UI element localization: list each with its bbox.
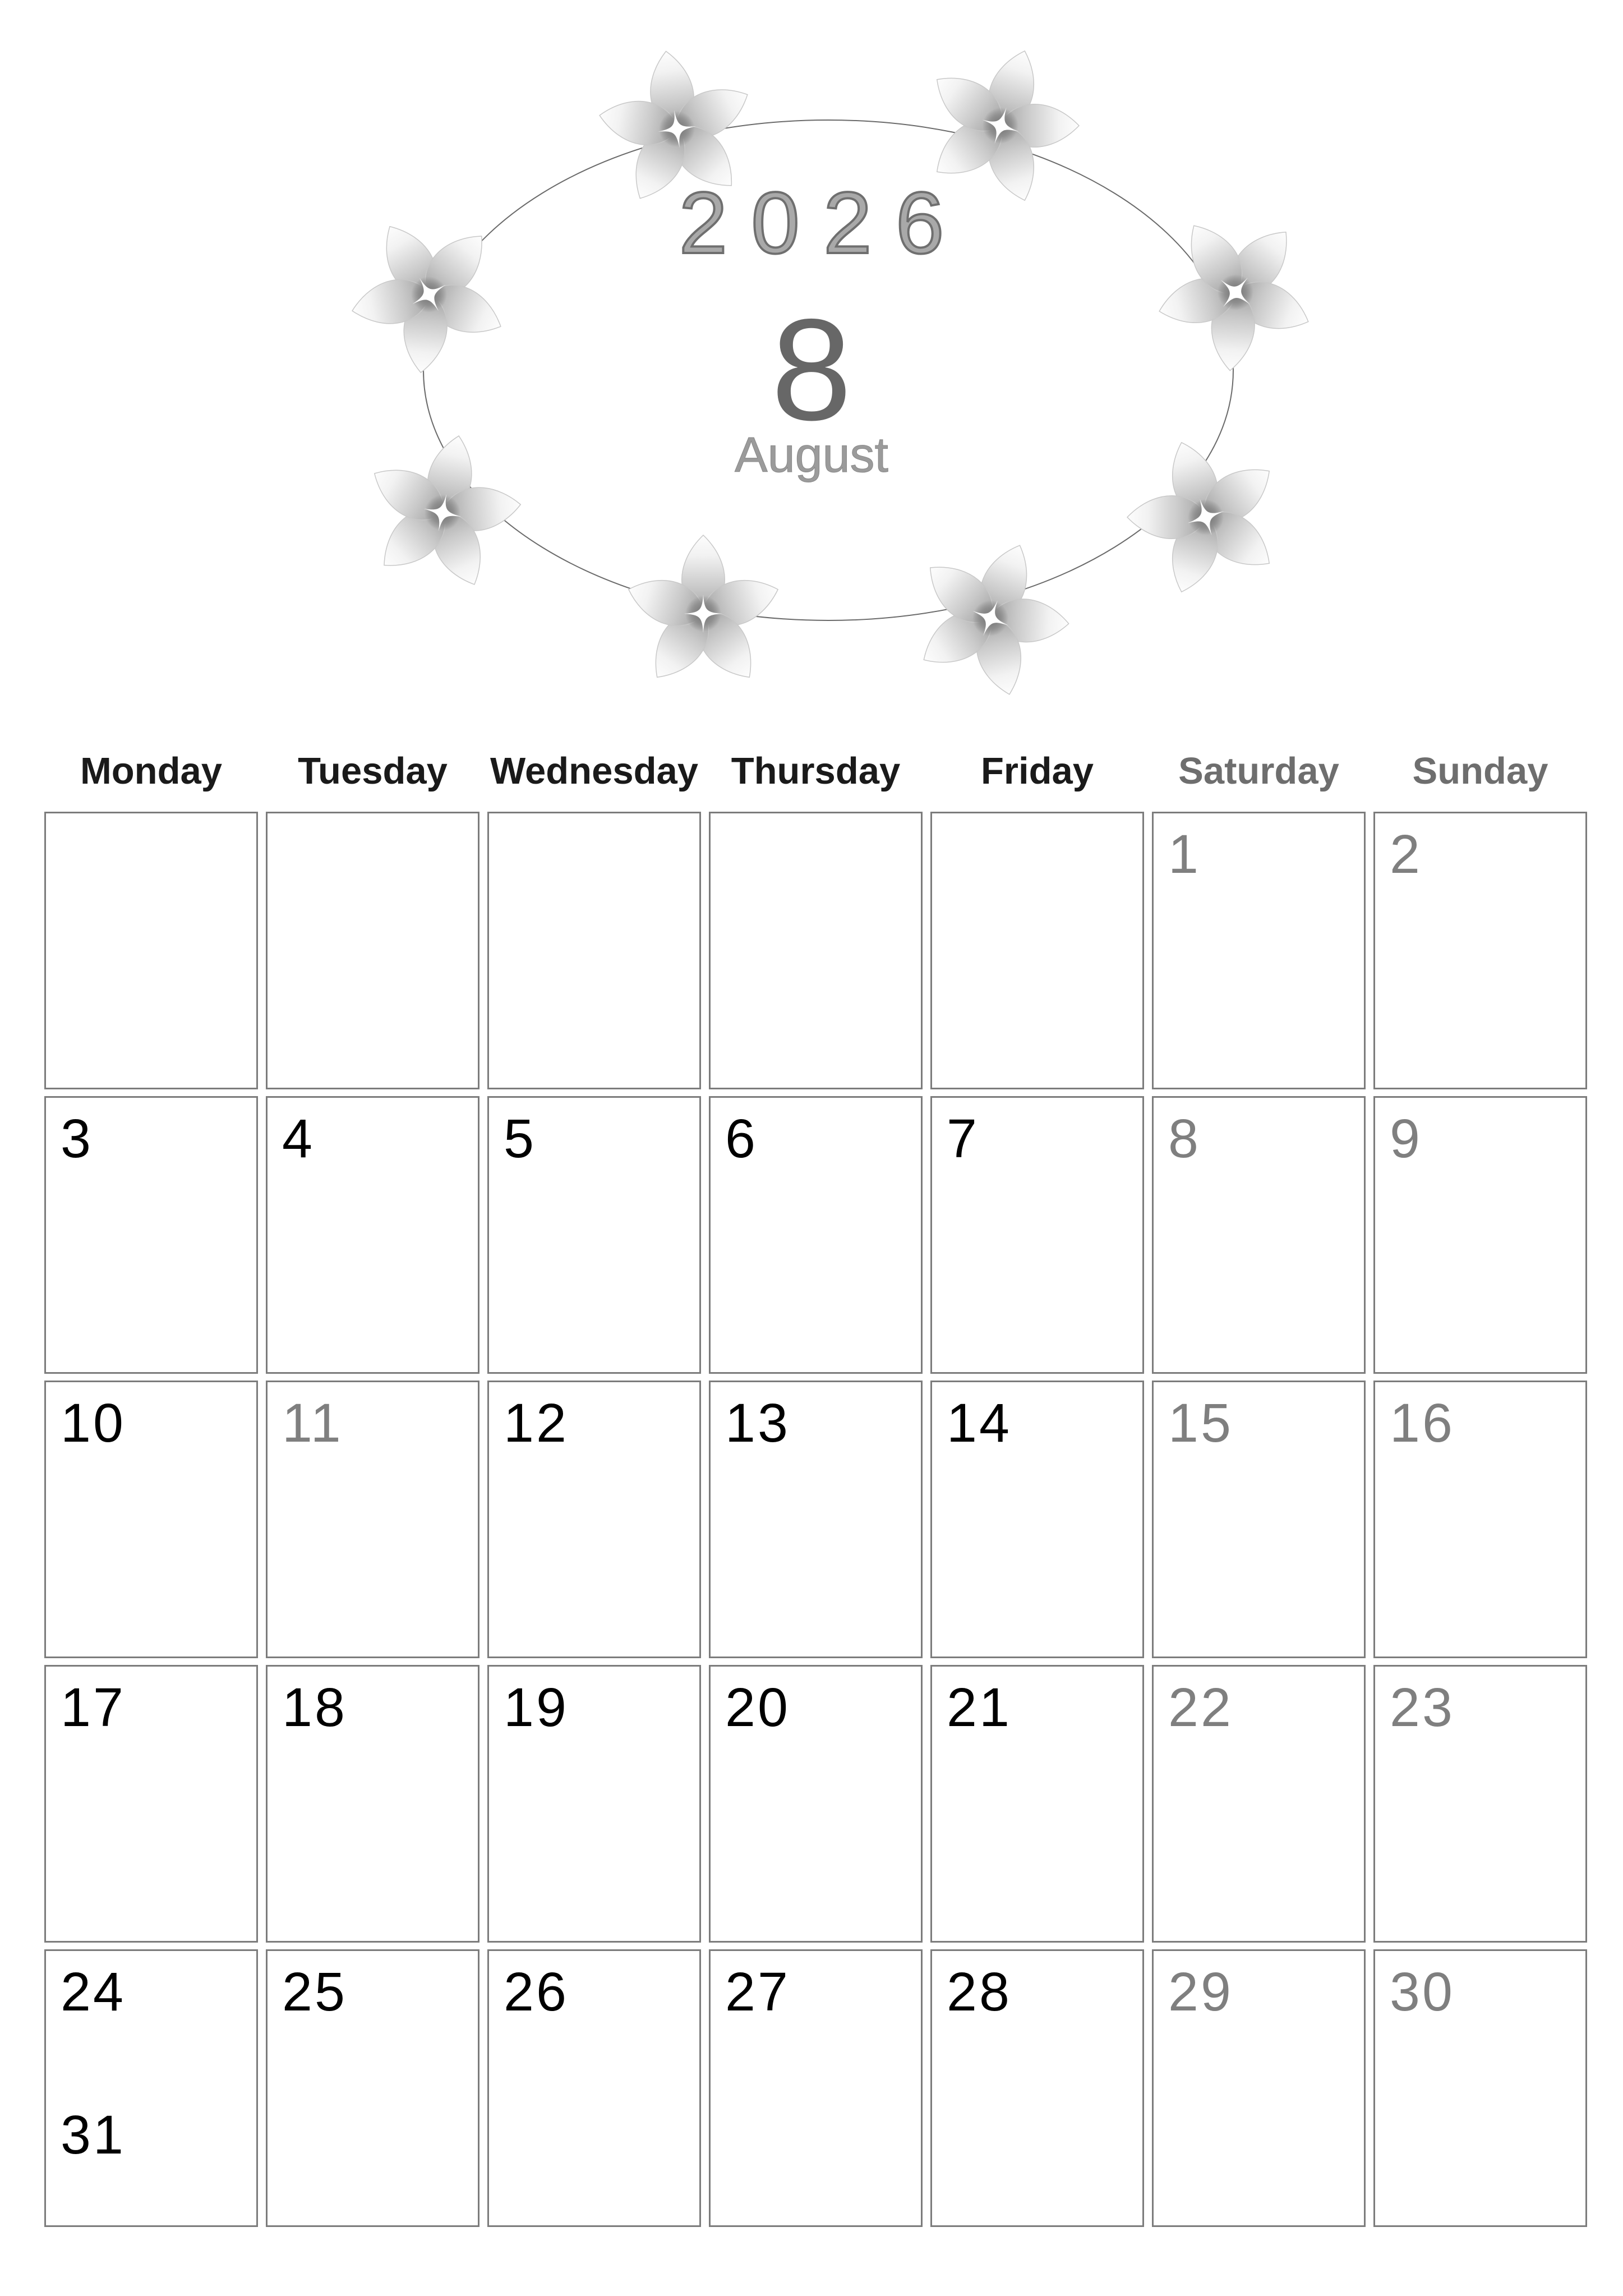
calendar-cell xyxy=(1373,1096,1587,1374)
day-number: 1 xyxy=(1168,823,1201,885)
day-number: 6 xyxy=(725,1108,758,1169)
weekday-header-tuesday: Tuesday xyxy=(298,750,448,792)
calendar-cell xyxy=(1373,1949,1587,2227)
calendar-cell xyxy=(487,1949,701,2227)
day-number: 10 xyxy=(61,1392,126,1453)
calendar-cell xyxy=(44,1096,258,1374)
flower-icon xyxy=(1124,180,1348,403)
day-number: 16 xyxy=(1390,1392,1455,1453)
flower-icon xyxy=(319,186,537,401)
calendar-cell xyxy=(1373,1665,1587,1943)
calendar-cell xyxy=(1152,1096,1366,1374)
day-number: 12 xyxy=(504,1392,569,1453)
weekday-header-friday: Friday xyxy=(980,750,1094,792)
calendar-cell xyxy=(487,1096,701,1374)
calendar-cell xyxy=(930,1096,1144,1374)
calendar-cell xyxy=(709,1381,923,1658)
day-number: 29 xyxy=(1168,1961,1233,2022)
calendar-cell xyxy=(1152,1949,1366,2227)
day-number: 9 xyxy=(1390,1108,1422,1169)
weekday-header-wednesday: Wednesday xyxy=(490,750,699,792)
day-number: 31 xyxy=(61,2104,126,2165)
calendar-grid xyxy=(44,812,1587,2227)
year-label: 2026 xyxy=(679,174,968,272)
day-number: 7 xyxy=(947,1108,979,1169)
day-number: 13 xyxy=(725,1392,790,1453)
calendar-cell xyxy=(266,812,479,1089)
flower-icon xyxy=(622,535,785,690)
day-number: 23 xyxy=(1390,1677,1455,1738)
flower-icon xyxy=(887,515,1095,719)
calendar-cell xyxy=(266,1381,479,1658)
weekday-header-sunday: Sunday xyxy=(1412,750,1548,792)
day-number: 21 xyxy=(947,1677,1012,1738)
day-number: 25 xyxy=(282,1961,347,2022)
weekday-row xyxy=(44,752,1587,790)
calendar-cell xyxy=(1152,1665,1366,1943)
day-number: 18 xyxy=(282,1677,347,1738)
day-number: 2 xyxy=(1390,823,1422,885)
calendar-cell xyxy=(266,1665,479,1943)
calendar-cell xyxy=(709,1949,923,2227)
day-number: 20 xyxy=(725,1677,790,1738)
calendar-cell xyxy=(930,1949,1144,2227)
calendar-cell xyxy=(1152,812,1366,1089)
calendar-cell xyxy=(44,1949,258,2227)
calendar-cell xyxy=(930,1381,1144,1658)
day-number: 30 xyxy=(1390,1961,1455,2022)
day-number: 26 xyxy=(504,1961,569,2022)
calendar-cell xyxy=(930,1665,1144,1943)
calendar-cell xyxy=(487,1381,701,1658)
day-number: 28 xyxy=(947,1961,1012,2022)
month-name-label: August xyxy=(735,427,888,482)
calendar-cell xyxy=(44,1665,258,1943)
calendar-cell xyxy=(709,1665,923,1943)
day-number: 8 xyxy=(1168,1108,1201,1169)
calendar-cell xyxy=(930,812,1144,1089)
weekday-header-saturday: Saturday xyxy=(1178,750,1339,792)
day-number: 11 xyxy=(282,1392,343,1453)
day-number: 19 xyxy=(504,1677,569,1738)
calendar-cell xyxy=(1373,812,1587,1089)
calendar-cell xyxy=(266,1096,479,1374)
day-number: 15 xyxy=(1168,1392,1233,1453)
calendar-cell xyxy=(487,812,701,1089)
calendar-cell xyxy=(709,1096,923,1374)
flower-icon xyxy=(1104,417,1307,615)
day-number: 4 xyxy=(282,1108,315,1169)
month-number-label: 8 xyxy=(771,288,852,450)
day-number: 3 xyxy=(61,1108,93,1169)
day-number: 14 xyxy=(947,1392,1012,1453)
calendar-cell xyxy=(709,812,923,1089)
day-number: 22 xyxy=(1168,1677,1233,1738)
calendar-cell xyxy=(266,1949,479,2227)
calendar-cell xyxy=(1373,1381,1587,1658)
day-number: 27 xyxy=(725,1961,790,2022)
day-number: 24 xyxy=(61,1961,126,2022)
calendar-cell xyxy=(1152,1381,1366,1658)
calendar-cell xyxy=(44,812,258,1089)
calendar-cell xyxy=(487,1665,701,1943)
day-number: 17 xyxy=(61,1677,126,1738)
weekday-header-thursday: Thursday xyxy=(731,750,901,792)
calendar-cell xyxy=(44,1381,258,1658)
weekday-header-monday: Monday xyxy=(80,750,223,792)
day-number: 5 xyxy=(504,1108,536,1169)
